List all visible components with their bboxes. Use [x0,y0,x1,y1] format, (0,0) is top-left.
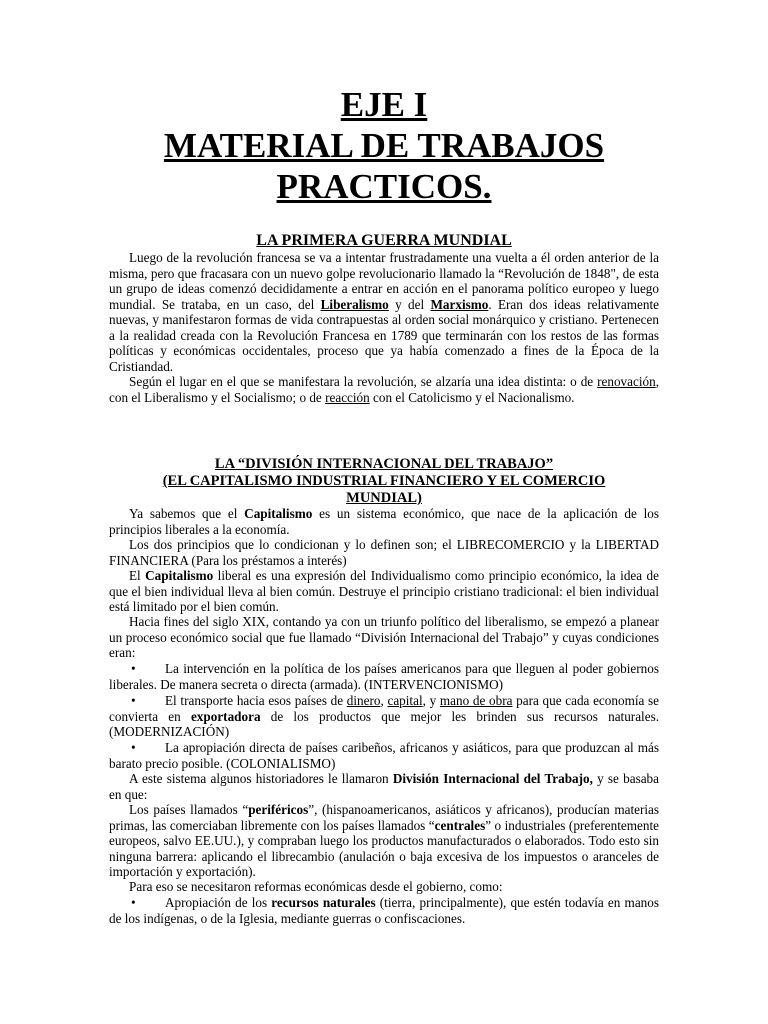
paragraph-renovacion-reaccion: Según el lugar en el que se manifestara la revolución, se alzaría una idea distinta: o de renovación, con el Liberalismo y el Socialismo; o de reacción con el Catolicismo y el Nacionalismo. [109,374,659,405]
paragraph-division-internacional: A este sistema algunos historiadores le llamaron División Internacional del Trabajo, y se basaba en que: [109,771,660,802]
bullet-icon: • [131,895,136,910]
term-liberalismo: Liberalismo [320,296,389,312]
bullet-icon: • [131,661,136,676]
term-renovacion: renovación [597,374,656,389]
paragraph-paises-perifericos: Los países llamados “periféricos”, (hispanoamericanos, asiáticos y africanos), producían materias primas, las comerciaban libremente con los países llamados “centrales” o industriales (preferentemente europeos, salvo EE.UU.), y compraban luego los productos manufacturados o elaborados. Todo esto sin ninguna barrera: aplicando el librecambio (anulación o baja excesiva de los impuestos o aranceles de importación y exportación). [109,802,660,879]
section-heading-division-3: MUNDIAL) [346,490,422,506]
section-heading-division-2: (EL CAPITALISMO INDUSTRIAL FINANCIERO Y EL COMERCIO [162,473,606,489]
section-heading-primera-guerra: LA PRIMERA GUERRA MUNDIAL [256,232,512,249]
doc-title-line-1: EJE I [340,85,428,124]
list-item-colonialismo: • La apropiación directa de países caribeños, africanos y asiáticos, para que produzcan al más barato precio posible. (COLONIALISMO) [109,740,659,771]
paragraph-reformas: Para eso se necesitaron reformas económicas desde el gobierno, como: [129,879,503,894]
doc-title-line-3: PRACTICOS. [276,167,492,206]
term-reaccion: reacción [325,389,370,405]
bullet-icon: • [131,693,136,708]
paragraph-capitalismo: Ya sabemos que el Capitalismo es un sistema económico, que nace de la aplicación de los principios liberales a la economía. [109,506,659,537]
paragraph-principios: Los dos principios que lo condicionan y lo definen son; el LIBRECOMERCIO y la LIBERTAD FINANCIERA (Para los préstamos a interés) [109,537,659,568]
bullet-icon: • [131,740,136,755]
list-item-modernizacion: • El transporte hacia esos países de dinero, capital, y mano de obra para que cada economía se convierta en exportadora de los productos que mejor les brinden sus recursos naturales. (MODERNIZACIÓN) [109,693,660,739]
list-item-recursos-naturales: • Apropiación de los recursos naturales (tierra, principalmente), que estén todavía en manos de los indígenas, o de la Iglesia, mediante guerras o confiscaciones. [109,895,659,926]
doc-title-line-2: MATERIAL DE TRABAJOS [163,126,605,165]
paragraph-siglo-xix: Hacia fines del siglo XIX, contando ya con un triunfo político del liberalismo, se empezó a planear un proceso económico social que fue llamado “División Internacional del Trabajo” y cuyas condiciones eran: [109,614,659,660]
list-item-intervencionismo: • La intervención en la política de los países americanos para que lleguen al poder gobiernos liberales. De manera secreta o directa (armada). (INTERVENCIONISMO) [109,661,659,692]
term-marxismo: Marxismo [430,296,489,312]
paragraph-revolucion: Luego de la revolución francesa se va a intentar frustradamente una vuelta a él orden anterior de la misma, pero que fracasara con un nuevo golpe revolucionario llamado la “Revolución de 1848", de esta un grupo de ideas comenzó decididamente a entrar en acción en el panorama político europeo y luego mundial. Se trataba, en un caso, del Liberalismo y del Marxismo. Eran dos ideas relativamente nuevas, y manifestaron formas de vida contrapuestas al orden social monárquico y cristiano. Pertenecen a la realidad creada con la Revolución Francesa en 1789 que terminarán con los restos de las formas políticas y económicas occidentales, proceso que ya había comenzado a fines de la Época de la Cristiandad. [109,250,659,374]
paragraph-capitalismo-liberal: El Capitalismo liberal es una expresión del Individualismo como principio económico, la idea de que el bien individual lleva al bien común. Destruye el principio cristiano tradicional: el bien individual está limitado por el bien común. [109,568,659,614]
section-heading-division-1: LA “DIVISIÓN INTERNACIONAL DEL TRABAJO” [214,456,554,472]
